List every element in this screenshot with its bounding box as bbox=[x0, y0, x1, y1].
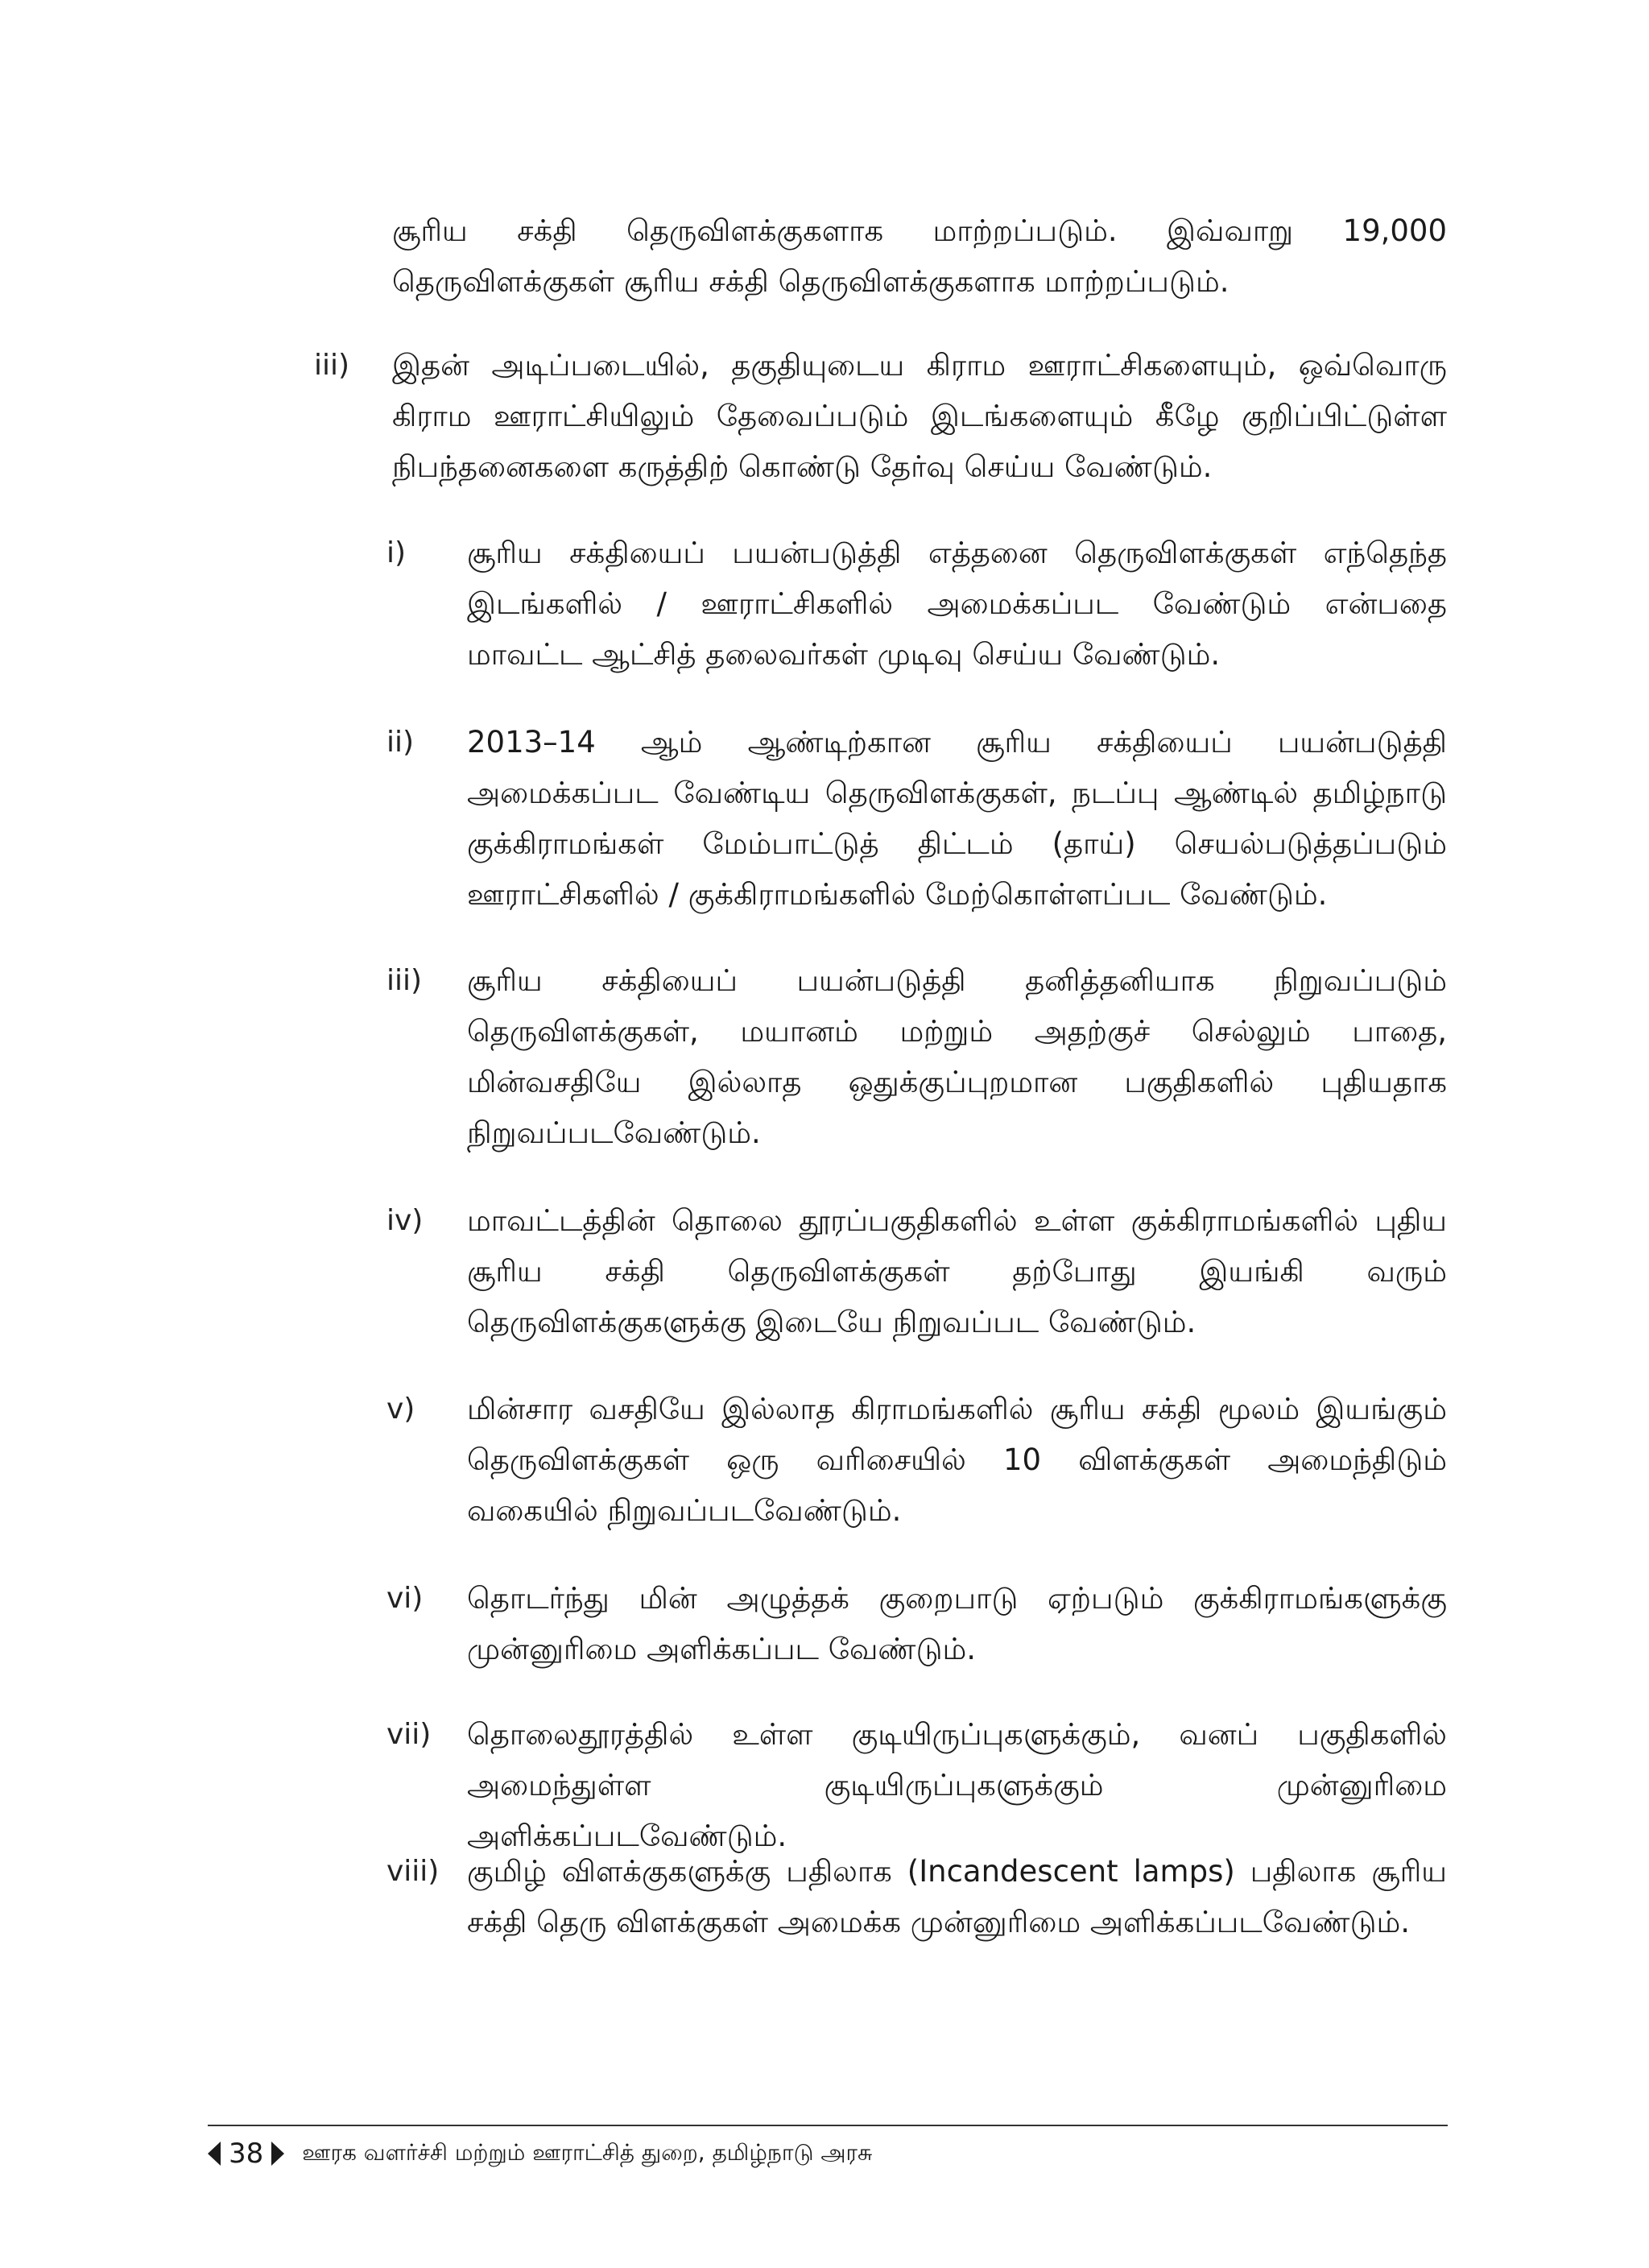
page-footer bbox=[208, 2134, 872, 2173]
list-item-marker: i) bbox=[386, 536, 407, 569]
section-marker: iii) bbox=[314, 349, 350, 382]
list-item-marker: vi) bbox=[386, 1582, 424, 1615]
footer-divider bbox=[208, 2125, 1448, 2126]
list-item-text: மின்சார வசதியே இல்லாத கிராமங்களில் சூரிய சக்தி மூலம் இயங்கும் தெருவிளக்குகள் ஒரு வரிசையில் 10 விளக்குகள் அமைந்திடும் வகையில் நிறுவப்படவேண்டும். bbox=[467, 1392, 1447, 1528]
list-item-text: தொலைதூரத்தில் உள்ள குடியிருப்புகளுக்கும், வனப் பகுதிகளில் அமைந்துள்ள குடியிருப்புகளுக்கும் முன்னுரிமை அளிக்கப்படவேண்டும். bbox=[467, 1717, 1447, 1853]
triangle-left-icon bbox=[208, 2142, 221, 2166]
footer-text: ஊரக வளர்ச்சி மற்றும் ஊராட்சித் துறை, தமிழ்நாடு அரசு bbox=[302, 2138, 873, 2166]
list-item-marker: v) bbox=[386, 1393, 415, 1426]
intro-paragraph: சூரிய சக்தி தெருவிளக்குகளாக மாற்றப்படும். இவ்வாறு 19,000 தெருவிளக்குகள் சூரிய சக்தி தெருவிளக்குகளாக மாற்றப்படும். bbox=[392, 213, 1447, 299]
list-item-text: சூரிய சக்தியைப் பயன்படுத்தி எத்தனை தெருவிளக்குகள் எந்தெந்த இடங்களில் / ஊராட்சிகளில் அமைக்கப்பட வேண்டும் என்பதை மாவட்ட ஆட்சித் தலைவர்கள் முடிவு செய்ய வேண்டும். bbox=[467, 536, 1447, 672]
list-item-marker: ii) bbox=[386, 726, 415, 759]
section-text: இதன் அடிப்படையில், தகுதியுடைய கிராம ஊராட்சிகளையும், ஒவ்வொரு கிராம ஊராட்சியிலும் தேவைப்படும் இடங்களையும் கீழே குறிப்பிட்டுள்ள நிபந்தனைகளை கருத்திற் கொண்டு தேர்வு செய்ய வேண்டும். bbox=[392, 348, 1447, 484]
list-item-marker: viii) bbox=[386, 1855, 440, 1888]
list-item-text: குமிழ் விளக்குகளுக்கு பதிலாக (Incandescent lamps) பதிலாக சூரிய சக்தி தெரு விளக்குகள் அமைக்க முன்னுரிமை அளிக்கப்படவேண்டும். bbox=[467, 1854, 1447, 1939]
list-item-text: மாவட்டத்தின் தொலை தூரப்பகுதிகளில் உள்ள குக்கிராமங்களில் புதிய சூரிய சக்தி தெருவிளக்குகள் தற்போது இயங்கி வரும் தெருவிளக்குகளுக்கு இடையே நிறுவப்பட வேண்டும். bbox=[467, 1203, 1447, 1339]
page-number: 38 bbox=[229, 2138, 264, 2170]
list-item-marker: iii) bbox=[386, 964, 423, 997]
list-item-marker: vii) bbox=[386, 1718, 432, 1751]
list-item-text: சூரிய சக்தியைப் பயன்படுத்தி தனித்தனியாக நிறுவப்படும் தெருவிளக்குகள், மயானம் மற்றும் அதற்குச் செல்லும் பாதை, மின்வசதியே இல்லாத ஒதுக்குப்புறமான பகுதிகளில் புதியதாக நிறுவப்படவேண்டும். bbox=[467, 963, 1447, 1150]
list-item-marker: iv) bbox=[386, 1204, 424, 1237]
list-item-text: 2013–14 ஆம் ஆண்டிற்கான சூரிய சக்தியைப் பயன்படுத்தி அமைக்கப்பட வேண்டிய தெருவிளக்குகள், நடப்பு ஆண்டில் தமிழ்நாடு குக்கிராமங்கள் மேம்பாட்டுத் திட்டம் (தாய்) செயல்படுத்தப்படும் ஊராட்சிகளில் / குக்கிராமங்களில் மேற்கொள்ளப்பட வேண்டும். bbox=[467, 725, 1447, 912]
triangle-right-icon bbox=[271, 2142, 284, 2166]
list-item-text: தொடர்ந்து மின் அழுத்தக் குறைபாடு ஏற்படும் குக்கிராமங்களுக்கு முன்னுரிமை அளிக்கப்பட வேண்டும். bbox=[467, 1581, 1447, 1666]
